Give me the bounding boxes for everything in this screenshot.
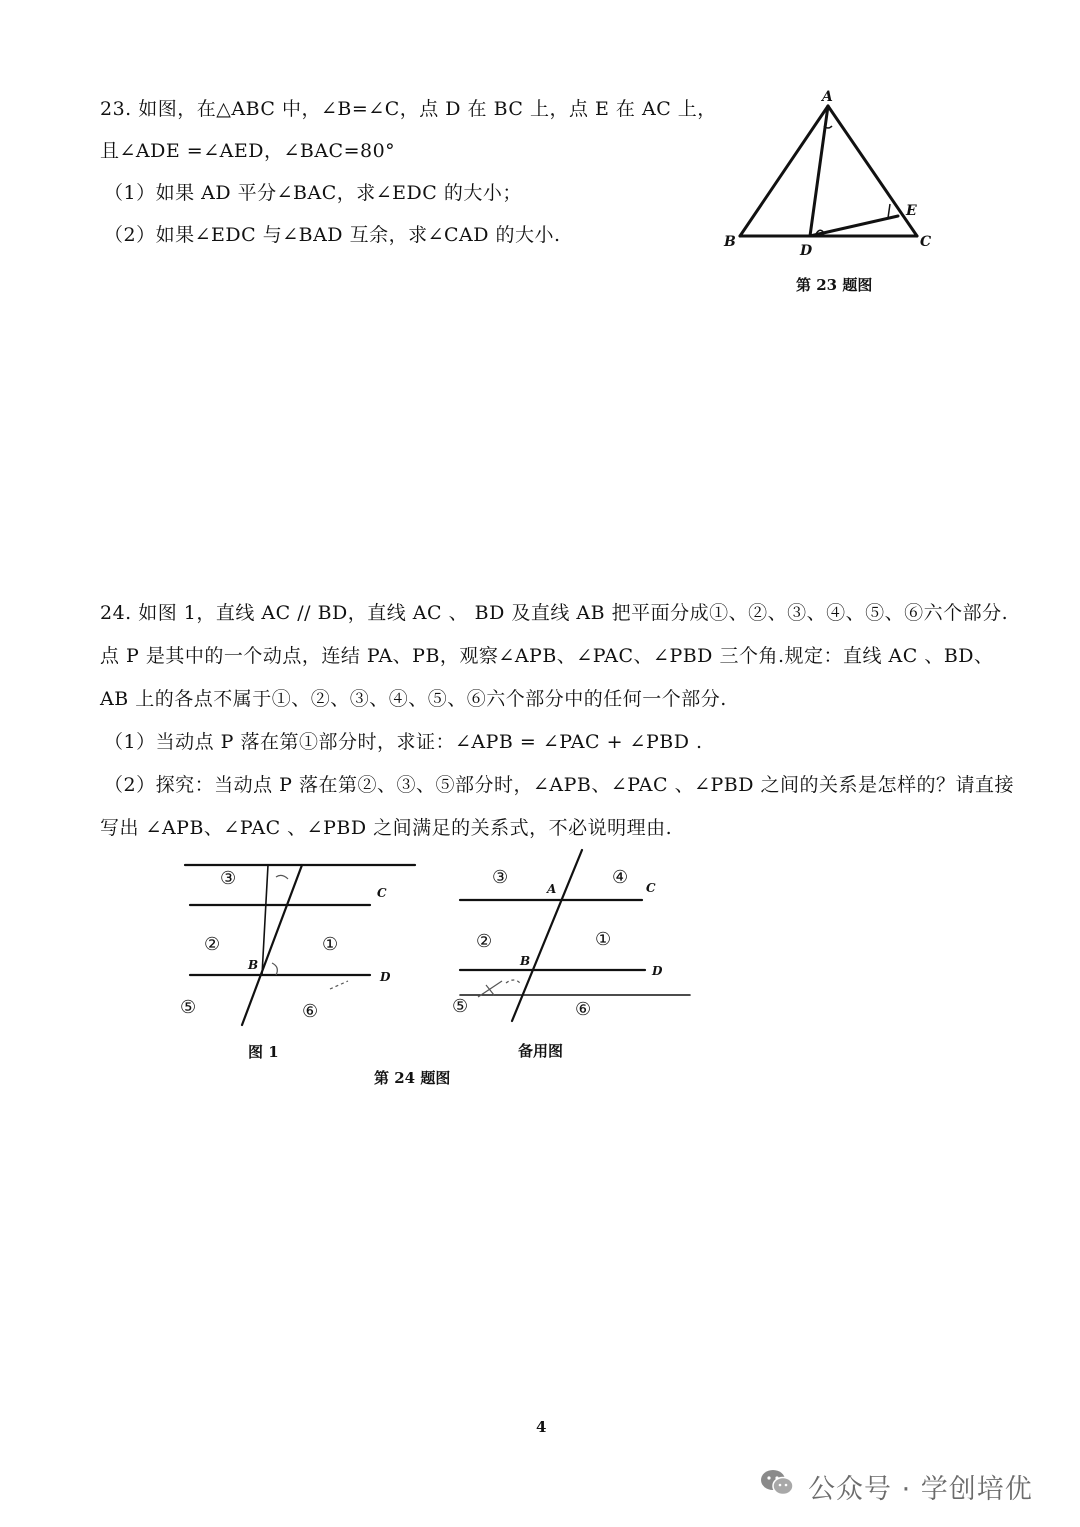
q24-figure-caption: 第 24 题图 (374, 1069, 451, 1087)
segment-ad (810, 106, 828, 236)
fig2-region-1: ① (595, 929, 612, 950)
watermark (760, 1466, 1033, 1506)
page-number: 4 (536, 1418, 547, 1436)
segment-ab (740, 106, 828, 236)
fig2-label-b: B (520, 954, 531, 968)
fig1-label-b: B (248, 958, 259, 972)
q24-part1: （1）当动点 P 落在第①部分时，求证：∠APB = ∠PAC + ∠PBD . (104, 731, 703, 753)
fig2-region-3: ③ (492, 867, 509, 888)
fig1-region-5: ⑤ (180, 997, 197, 1018)
label-e: E (906, 203, 917, 219)
fig1-label-c: C (377, 886, 387, 900)
wechat-icon (760, 1468, 794, 1505)
label-d: D (800, 243, 813, 259)
angle-mark-e (888, 204, 890, 218)
angle-mark-b (272, 963, 277, 975)
fig2-label-a: A (547, 882, 557, 896)
q24-line2: 点 P 是其中的一个动点，连结 PA、PB，观察∠APB、∠PAC、∠PBD 三个角.规定：直线 AC 、BD、 (100, 645, 994, 667)
q23-triangle-figure (710, 80, 950, 265)
fig1-label-d: D (380, 970, 391, 984)
segment-ac (828, 106, 917, 236)
q24-line1: 24. 如图 1，直线 AC // BD，直线 AC 、 BD 及直线 AB 把平面分成①、②、③、④、⑤、⑥六个部分. (100, 602, 1009, 624)
fig2-region-2: ② (476, 931, 493, 952)
q23-part2: （2）如果∠EDC 与∠BAD 互余，求∠CAD 的大小. (104, 224, 561, 246)
label-a: A (822, 89, 833, 105)
q24-figure-1-caption: 图 1 (248, 1043, 279, 1061)
q23-figure-caption: 第 23 题图 (796, 276, 873, 294)
label-c: C (920, 234, 932, 250)
q24-figure-1 (180, 855, 420, 1035)
fig1-region-1: ① (322, 934, 339, 955)
fig2-region-6: ⑥ (575, 999, 592, 1020)
label-b: B (724, 234, 736, 250)
q23-line2: 且∠ADE =∠AED，∠BAC=80° (100, 140, 396, 162)
fig1-region-2: ② (204, 934, 221, 955)
angle-mark-p (276, 875, 288, 879)
q24-part2-line1: （2）探究：当动点 P 落在第②、③、⑤部分时，∠APB、∠PAC 、∠PBD 之间的关系是怎样的？请直接 (104, 774, 1015, 796)
q23-part1: （1）如果 AD 平分∠BAC，求∠EDC 的大小； (104, 182, 522, 204)
q24-spare-figure (450, 845, 700, 1030)
fig1-region-3: ③ (220, 868, 237, 889)
q24-part2-line2: 写出 ∠APB、∠PAC 、∠PBD 之间满足的关系式，不必说明理由. (100, 817, 673, 839)
stray-mark (330, 981, 348, 989)
q24-line3: AB 上的各点不属于①、②、③、④、⑤、⑥六个部分中的任何一个部分. (100, 688, 727, 710)
fig2-label-c: C (646, 881, 656, 895)
watermark-text: 公众号 · 学创培优 (808, 1473, 1033, 1505)
angle-mark-a (824, 126, 832, 128)
fig2-label-d: D (652, 964, 663, 978)
fig1-region-6: ⑥ (302, 1001, 319, 1022)
q23-line1: 23. 如图，在△ABC 中，∠B=∠C，点 D 在 BC 上，点 E 在 AC 上， (100, 98, 717, 120)
stray-arc (506, 980, 520, 983)
q24-spare-figure-caption: 备用图 (518, 1042, 564, 1060)
fig2-region-5: ⑤ (452, 996, 469, 1017)
fig2-region-4: ④ (612, 867, 629, 888)
line-ab (242, 865, 302, 1025)
